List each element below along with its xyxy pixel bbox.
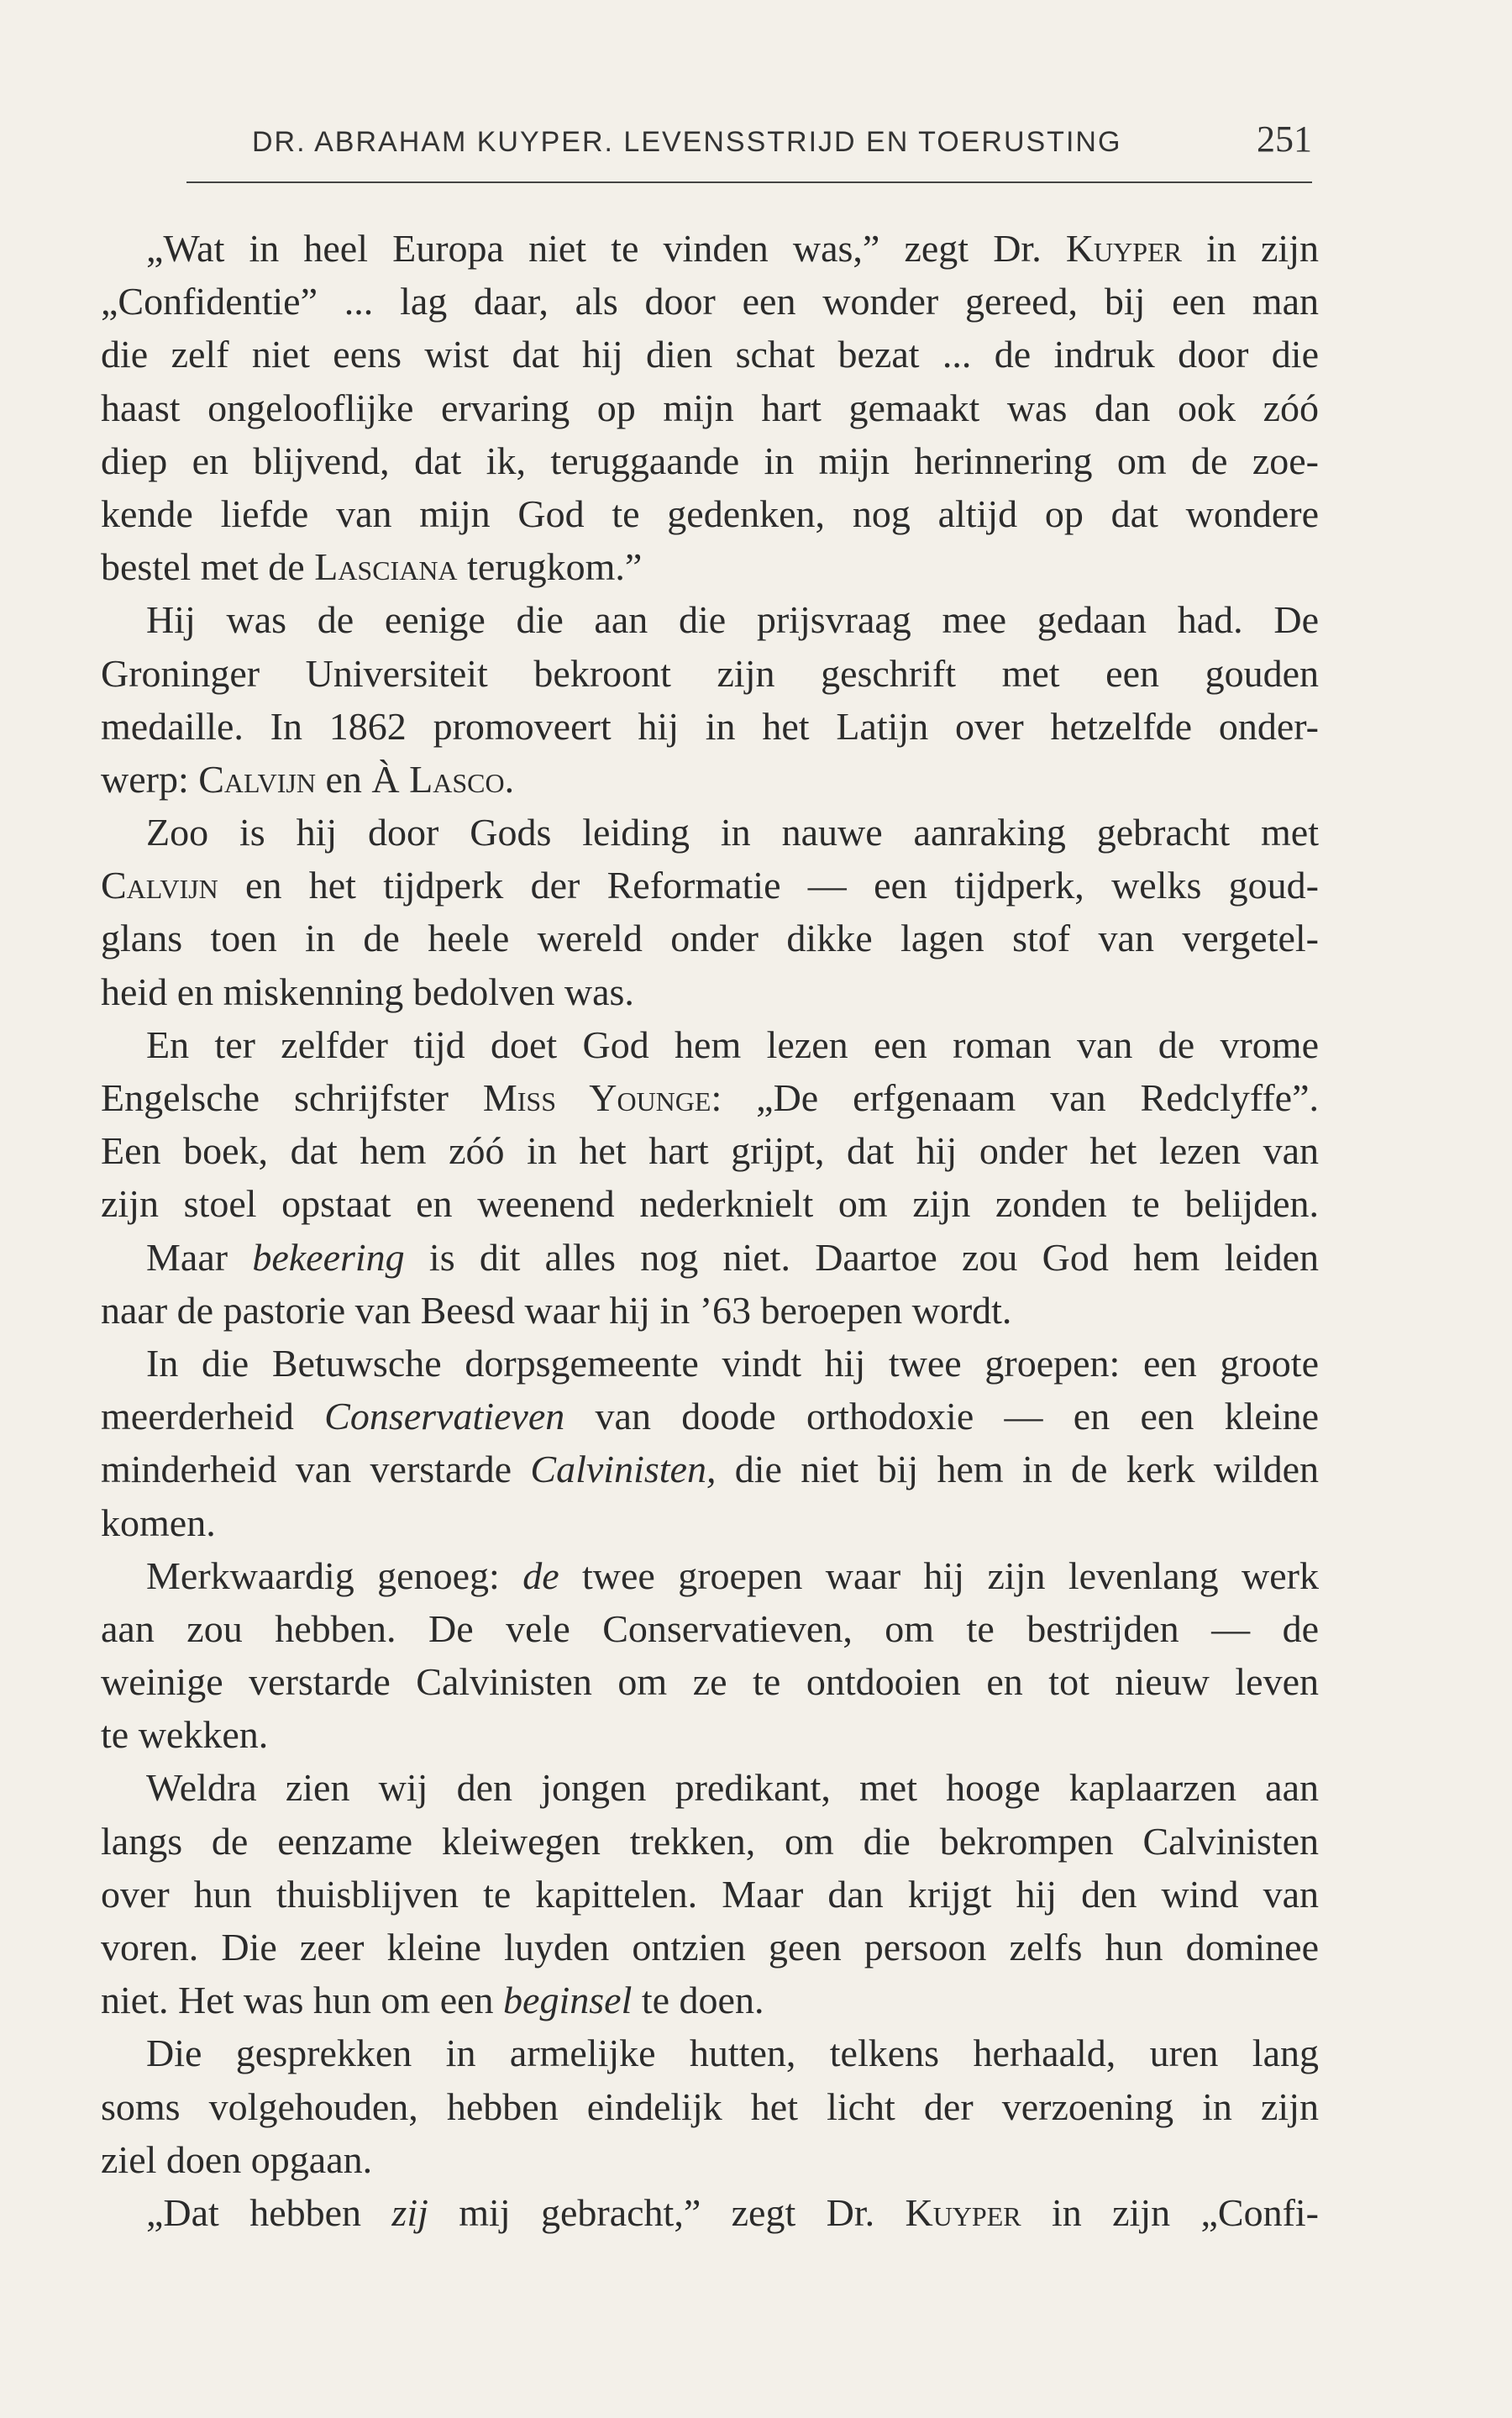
text-line: [101, 859, 1319, 912]
text-line: [101, 1124, 1319, 1177]
text-line: [101, 1815, 1319, 1868]
text-segment: naar de pastorie van Beesd waar hij in ’63 beroepen wordt.: [101, 1288, 1012, 1332]
text-line: [101, 2186, 1319, 2239]
text-line: [101, 328, 1319, 381]
text-line: [101, 1602, 1319, 1655]
text-line: [101, 1921, 1319, 1974]
text-segment: en: [315, 757, 372, 801]
text-segment: voren. Die zeer kleine luyden ontzien geen persoon zelfs hun dominee: [101, 1926, 1319, 1969]
text-segment: „Dat hebben: [146, 2190, 392, 2234]
text-segment: niet. Het was hun om een: [101, 1979, 504, 2022]
text-line: [101, 753, 1319, 806]
text-segment: en het tijdperk der Reformatie — een tijdperk, welks goud-: [218, 864, 1319, 907]
text-segment: In die Betuwsche dorpsgemeente vindt hij twee groepen: een groote: [146, 1341, 1319, 1385]
text-segment: kende liefde van mijn God te gedenken, nog altijd op dat wondere: [101, 491, 1319, 535]
text-segment: heid en miskenning bedolven was.: [101, 970, 634, 1013]
text-segment: die zelf niet eens wist dat hij dien schat bezat ... de indruk door die: [101, 333, 1319, 376]
text-line: [101, 647, 1319, 700]
text-segment: langs de eenzame kleiwegen trekken, om die bekrompen Calvinisten: [101, 1819, 1319, 1863]
text-line: [101, 1655, 1319, 1708]
text-segment: glans toen in de heele wereld onder dikke lagen stof van vergetel-: [101, 917, 1319, 960]
text-segment: Weldra zien wij den jongen predikant, met hooge kaplaarzen aan: [146, 1766, 1319, 1810]
text-segment: minderheid van verstarde: [101, 1448, 531, 1491]
text-line: [101, 806, 1319, 859]
running-head: DR. ABRAHAM KUYPER. LEVENSSTRIJD EN TOERUSTING: [252, 126, 1122, 158]
italic-emphasis: de: [522, 1553, 559, 1597]
text-line: [101, 1071, 1319, 1124]
text-line: [101, 965, 1319, 1018]
text-segment: ziel doen opgaan.: [101, 2137, 373, 2181]
header-rule: [186, 181, 1312, 183]
text-line: [101, 1549, 1319, 1602]
italic-emphasis: zij: [391, 2190, 428, 2234]
text-segment: .: [504, 757, 515, 801]
text-segment: over hun thuisblijven te kapittelen. Maar dan krijgt hij den wind van: [101, 1872, 1319, 1916]
text-segment: te doen.: [632, 1979, 764, 2022]
text-segment: : „De erfgenaam van Redclyffe”.: [711, 1076, 1319, 1119]
text-segment: „Confidentie” ... lag daar, als door een wonder gereed, bij een man: [101, 280, 1319, 323]
italic-emphasis: Conservatieven: [324, 1395, 565, 1438]
text-line: [101, 593, 1319, 646]
text-line: [101, 912, 1319, 965]
small-caps-name: Lasciana: [314, 545, 458, 589]
text-line: [101, 1177, 1319, 1230]
small-caps-name: À Lasco: [371, 757, 505, 801]
text-line: [101, 487, 1319, 540]
text-line: [101, 700, 1319, 753]
text-line: [101, 1443, 1319, 1495]
text-line: [101, 2026, 1319, 2079]
text-segment: werp:: [101, 757, 199, 801]
text-line: [101, 1496, 1319, 1549]
text-segment: in zijn: [1181, 227, 1319, 270]
italic-emphasis: beginsel: [503, 1979, 633, 2022]
text-line: [101, 1337, 1319, 1390]
text-segment: Maar: [146, 1235, 253, 1279]
body-text: [101, 222, 1319, 2239]
text-segment: haast ongelooflijke ervaring op mijn hart gemaakt was dan ook zóó: [101, 386, 1319, 429]
text-line: [101, 1974, 1319, 2026]
text-segment: diep en blijvend, dat ik, teruggaande in mijn herinnering om de zoe-: [101, 439, 1319, 482]
text-segment: En ter zelfder tijd doet God hem lezen een roman van de vrome: [146, 1022, 1319, 1066]
text-segment: Een boek, dat hem zóó in het hart grijpt, dat hij onder het lezen van: [101, 1129, 1319, 1173]
small-caps-name: Kuyper: [905, 2190, 1021, 2234]
text-line: [101, 222, 1319, 275]
text-line: [101, 1390, 1319, 1443]
text-segment: bestel met de: [101, 545, 315, 589]
text-line: [101, 2080, 1319, 2133]
small-caps-name: Kuyper: [1065, 227, 1182, 270]
text-line: [101, 2133, 1319, 2186]
text-segment: Die gesprekken in armelijke hutten, telkens herhaald, uren lang: [146, 2032, 1319, 2075]
page-number: 251: [1257, 118, 1312, 160]
text-line: [101, 1868, 1319, 1921]
text-segment: te wekken.: [101, 1713, 269, 1757]
text-segment: twee groepen waar hij zijn levenlang werk: [559, 1553, 1319, 1597]
text-segment: Merkwaardig genoeg:: [146, 1553, 523, 1597]
text-line: [101, 381, 1319, 434]
page-header: [186, 114, 1312, 161]
text-line: [101, 1761, 1319, 1814]
text-segment: „Wat in heel Europa niet te vinden was,” zegt Dr.: [146, 227, 1066, 270]
text-line: [101, 275, 1319, 328]
text-segment: mij gebracht,” zegt Dr.: [428, 2190, 906, 2234]
small-caps-name: Miss Younge: [482, 1076, 711, 1119]
text-segment: Engelsche schrijfster: [101, 1076, 483, 1119]
text-segment: Hij was de eenige die aan die prijsvraag mee gedaan had. De: [146, 598, 1319, 642]
text-segment: van doode orthodoxie — en een kleine: [564, 1395, 1319, 1438]
small-caps-name: Calvijn: [101, 864, 218, 907]
text-segment: komen.: [101, 1501, 216, 1544]
text-segment: weinige verstarde Calvinisten om ze te ontdooien en tot nieuw leven: [101, 1660, 1319, 1704]
text-segment: Zoo is hij door Gods leiding in nauwe aanraking gebracht met: [146, 811, 1319, 854]
text-line: [101, 1284, 1319, 1337]
text-segment: Groninger Universiteit bekroont zijn geschrift met een gouden: [101, 651, 1319, 695]
italic-emphasis: Calvinisten,: [530, 1448, 717, 1491]
text-segment: zijn stoel opstaat en weenend nederknielt om zijn zonden te belijden.: [101, 1182, 1319, 1226]
small-caps-name: Calvijn: [198, 757, 316, 801]
text-line: [101, 434, 1319, 487]
text-segment: die niet bij hem in de kerk wilden: [716, 1448, 1320, 1491]
text-segment: in zijn „Confi-: [1021, 2190, 1319, 2234]
italic-emphasis: bekeering: [252, 1235, 405, 1279]
text-segment: aan zou hebben. De vele Conservatieven, om te bestrijden — de: [101, 1606, 1319, 1650]
text-segment: meerderheid: [101, 1395, 325, 1438]
text-line: [101, 1231, 1319, 1284]
text-segment: medaille. In 1862 promoveert hij in het Latijn over hetzelfde onder-: [101, 704, 1319, 748]
text-segment: is dit alles nog niet. Daartoe zou God hem leiden: [404, 1235, 1319, 1279]
text-segment: terugkom.”: [457, 545, 643, 589]
text-line: [101, 540, 1319, 593]
text-line: [101, 1708, 1319, 1761]
text-segment: soms volgehouden, hebben eindelijk het licht der verzoening in zijn: [101, 2084, 1319, 2128]
text-line: [101, 1018, 1319, 1071]
